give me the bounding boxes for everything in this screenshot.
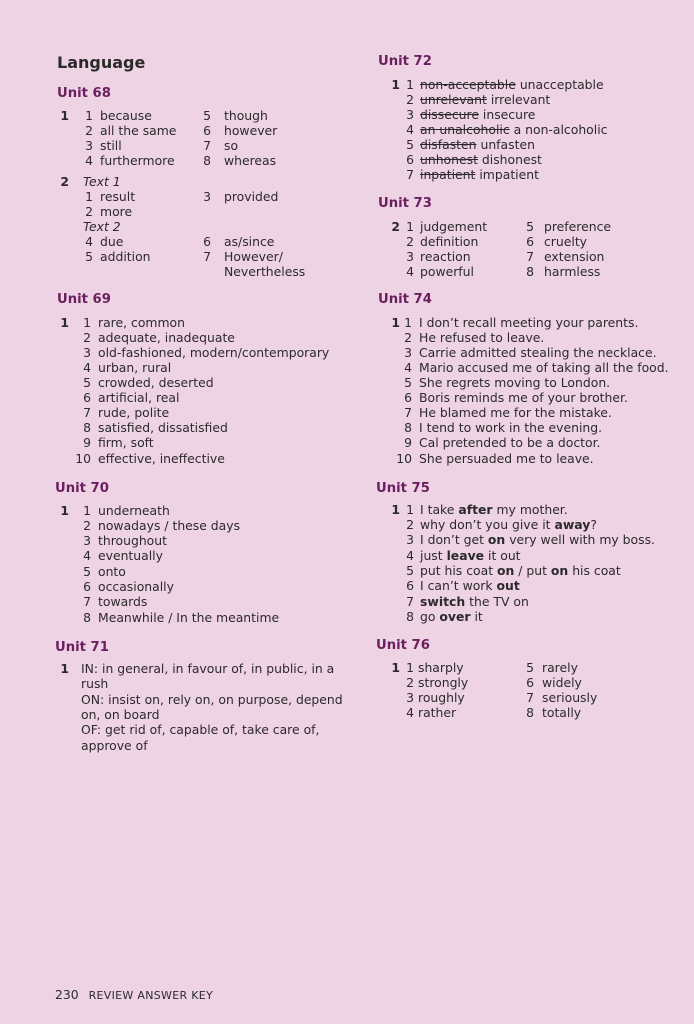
text-line: rush xyxy=(81,676,109,691)
text-line: OF: get rid of, capable of, take care of, xyxy=(81,722,320,737)
page-number: 230 xyxy=(55,987,79,1002)
page-heading: Language xyxy=(57,53,146,72)
crossed-out-word: unrelevant xyxy=(420,92,487,107)
exercise-number: 1 xyxy=(60,315,69,330)
text-2-label: Text 2 xyxy=(83,219,121,234)
unit-72-title: Unit 72 xyxy=(378,54,432,69)
exercise-number: 1 xyxy=(60,661,69,676)
text-line: ON: insist on, rely on, on purpose, depend xyxy=(81,692,343,707)
crossed-out-word: dissecure xyxy=(420,107,479,122)
exercise-number: 2 xyxy=(391,219,400,234)
unit-69-title: Unit 69 xyxy=(57,292,111,307)
unit-68-title: Unit 68 xyxy=(57,86,111,101)
crossed-out-word: disfasten xyxy=(420,137,477,152)
exercise-number: 1 xyxy=(60,108,69,123)
text-line: IN: in general, in favour of, in public, in a xyxy=(81,661,335,676)
text-line: approve of xyxy=(81,738,148,753)
exercise-number: 1 xyxy=(391,502,400,517)
exercise-number: 1 xyxy=(391,315,400,330)
page-footer xyxy=(55,987,213,1002)
unit-75-title: Unit 75 xyxy=(376,481,430,496)
crossed-out-word: non-acceptable xyxy=(420,77,516,92)
crossed-out-word: unhonest xyxy=(420,152,478,167)
crossed-out-word: inpatient xyxy=(420,167,476,182)
unit-71-title: Unit 71 xyxy=(55,640,109,655)
exercise-number: 2 xyxy=(60,174,69,189)
footer-label: REVIEW ANSWER KEY xyxy=(88,989,213,1002)
exercise-number: 1 xyxy=(391,660,400,675)
crossed-out-word: an unalcoholic xyxy=(420,122,510,137)
exercise-number: 1 xyxy=(60,503,69,518)
exercise-number: 1 xyxy=(391,77,400,92)
unit-73-title: Unit 73 xyxy=(378,196,432,211)
text-1-label: Text 1 xyxy=(83,174,121,189)
unit-76-title: Unit 76 xyxy=(376,638,430,653)
text-line: on, on board xyxy=(81,707,160,722)
unit-70-title: Unit 70 xyxy=(55,481,109,496)
unit-74-title: Unit 74 xyxy=(378,292,432,307)
